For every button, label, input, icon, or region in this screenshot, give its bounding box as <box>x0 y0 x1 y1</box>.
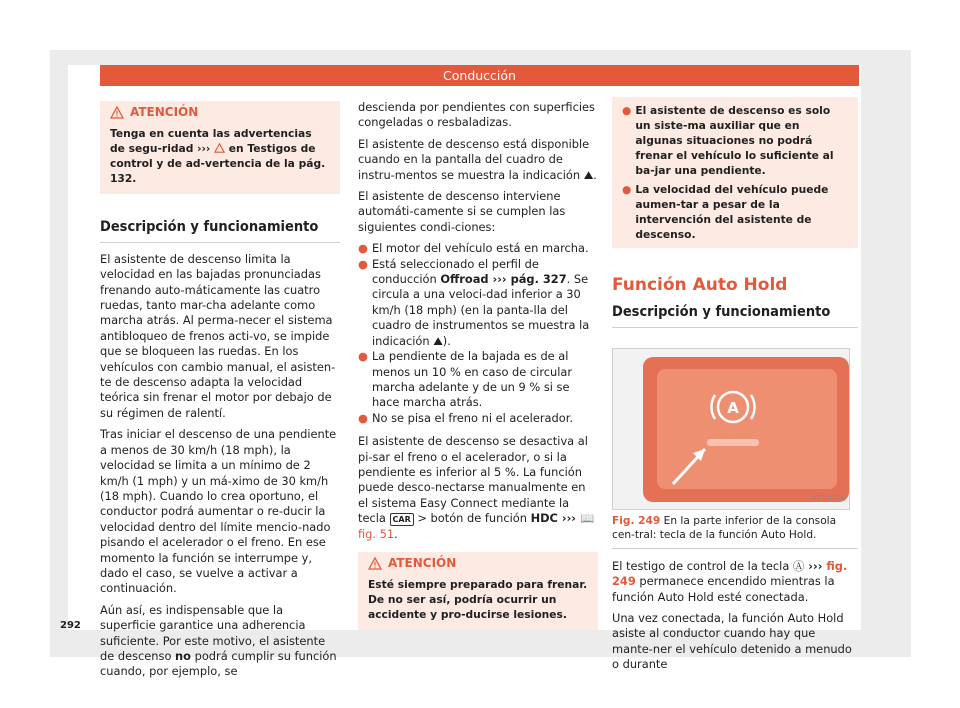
paragraph: Tras iniciar el descenso de una pendiente a menos de 30 km/h (18 mph), la velocidad se limita a un mínimo de 2 km/h (1 mph) y un má-ximo de 30 km/h (18 mph). Cuando lo crea oportuno, el conductor podrá aumentar o re-ducir la velocidad dentro del límite mencio-nado pisando el acelerador o el freno. En ese momento la función se interrumpe y, dado el caso, se vuelve a activar a continuación. <box>100 427 337 596</box>
middle-column <box>358 100 598 630</box>
section-subheading: Descripción y funcionamiento <box>100 220 340 242</box>
right-column <box>612 97 858 679</box>
list-item: ● El asistente de descenso es solo un siste-ma auxiliar que en algunas situaciones no podrá frenar el vehículo lo suficiente al ba-jar una pendiente. <box>622 104 834 177</box>
figure-caption: Fig. 249 En la parte inferior de la consola cen-tral: tecla de la función Auto Hold. <box>612 510 858 549</box>
console-illustration <box>613 349 849 509</box>
section-subheading: Descripción y funcionamiento <box>612 305 858 327</box>
page-link[interactable]: ››› pág. 327 <box>488 272 567 287</box>
paragraph: El asistente de descenso limita la velocidad en las bajadas pronunciadas frenando auto-máticamente las cuatro ruedas, tanto mar-cha adelante como marcha atrás. Al perma-necer el sistema antibloqueo de frenos acti-vo, se impide que se bloqueen las ruedas. En los vehículos con cambio manual, el asisten-te de descenso adapta la velocidad teórica sin frenar el motor por debajo de su régimen de ralentí. <box>100 251 336 420</box>
section-heading: Función Auto Hold <box>612 275 788 295</box>
page-number: 292 <box>60 620 81 631</box>
paragraph: descienda por pendientes con superficies congeladas o resbaladizas. <box>358 100 595 130</box>
list-item: ● No se pisa el freno ni el acelerador. <box>358 410 573 425</box>
paragraph: El asistente de descenso se desactiva al pi-sar el freno o el acelerador, o si la pendiente es inferior al 5 %. La función puede desco-nectarse manualmente en el sistema Easy Connect mediante la tecla CAR > botón de función HDC ››› 📖 fig. 51. <box>358 434 595 541</box>
list-item: ● La pendiente de la bajada es de al menos un 10 % en caso de circular marcha adelante y de un 9 % si se hace marcha atrás. <box>358 349 573 410</box>
figure-code: B5T-0274 <box>811 494 845 503</box>
auto-hold-icon: Ⓐ <box>792 558 805 573</box>
warning-text: Tenga en cuenta las advertencias de segu-ridad ››› en Testigos de control y de ad-vertencia de la pág. 132. <box>110 127 326 186</box>
descent-assist-icon: ⛰ <box>433 333 443 348</box>
svg-text:A: A <box>727 398 739 417</box>
paragraph: Una vez conectada, la función Auto Hold asiste al conductor cuando hay que mante-ner el vehículo detenido a menudo o durante <box>612 611 852 672</box>
figure-auto-hold <box>612 348 850 510</box>
left-column <box>100 101 340 686</box>
figure-link[interactable]: fig. 51 <box>358 526 395 541</box>
warning-text: Esté siempre preparado para frenar. De no ser así, podría ocurrir un accidente y pro-ducirse lesiones. <box>368 578 588 622</box>
section-header: Conducción <box>100 65 859 86</box>
book-icon: 📖 <box>579 511 595 526</box>
warning-triangle-icon <box>110 106 124 119</box>
paragraph: El asistente de descenso está disponible cuando en la pantalla del cuadro de instru-mentos se muestra la indicación ⛰. <box>358 136 597 182</box>
paragraph: El testigo de control de la tecla Ⓐ ››› fig. 249 permanece encendido mientras la función Auto Hold esté conectada. <box>612 558 848 604</box>
warning-title: ATENCIÓN <box>130 105 199 119</box>
list-item: ● El motor del vehículo está en marcha. <box>358 241 589 256</box>
descent-assist-icon: ⛰ <box>583 167 594 182</box>
note-box <box>612 97 858 248</box>
warning-triangle-icon <box>368 557 382 570</box>
figure-link[interactable]: fig. 249 <box>612 558 848 589</box>
list-item: ● Está seleccionado el perfil de conducción Offroad ››› pág. 327. Se circula a una veloci-dad inferior a 30 km/h (18 mph) (en la panta-lla del cuadro de instrumentos se muestra la indicación ⛰). <box>358 256 590 348</box>
warning-triangle-icon <box>214 143 225 153</box>
list-item: ● La velocidad del vehículo puede aumen-tar a pesar de la intervención del asistente de descenso. <box>622 183 829 241</box>
warning-title: ATENCIÓN <box>388 555 457 570</box>
car-key-icon: CAR <box>390 513 414 526</box>
paragraph: El asistente de descenso interviene automáti-camente si se cumplen las siguientes condi-ciones: <box>358 189 566 234</box>
warning-box <box>358 552 598 630</box>
warning-box <box>100 101 340 194</box>
paragraph: Aún así, es indispensable que la superficie garantice una adherencia suficiente. Por este motivo, el asistente de descenso no podrá cumplir su función cuando, por ejemplo, se <box>100 602 337 679</box>
